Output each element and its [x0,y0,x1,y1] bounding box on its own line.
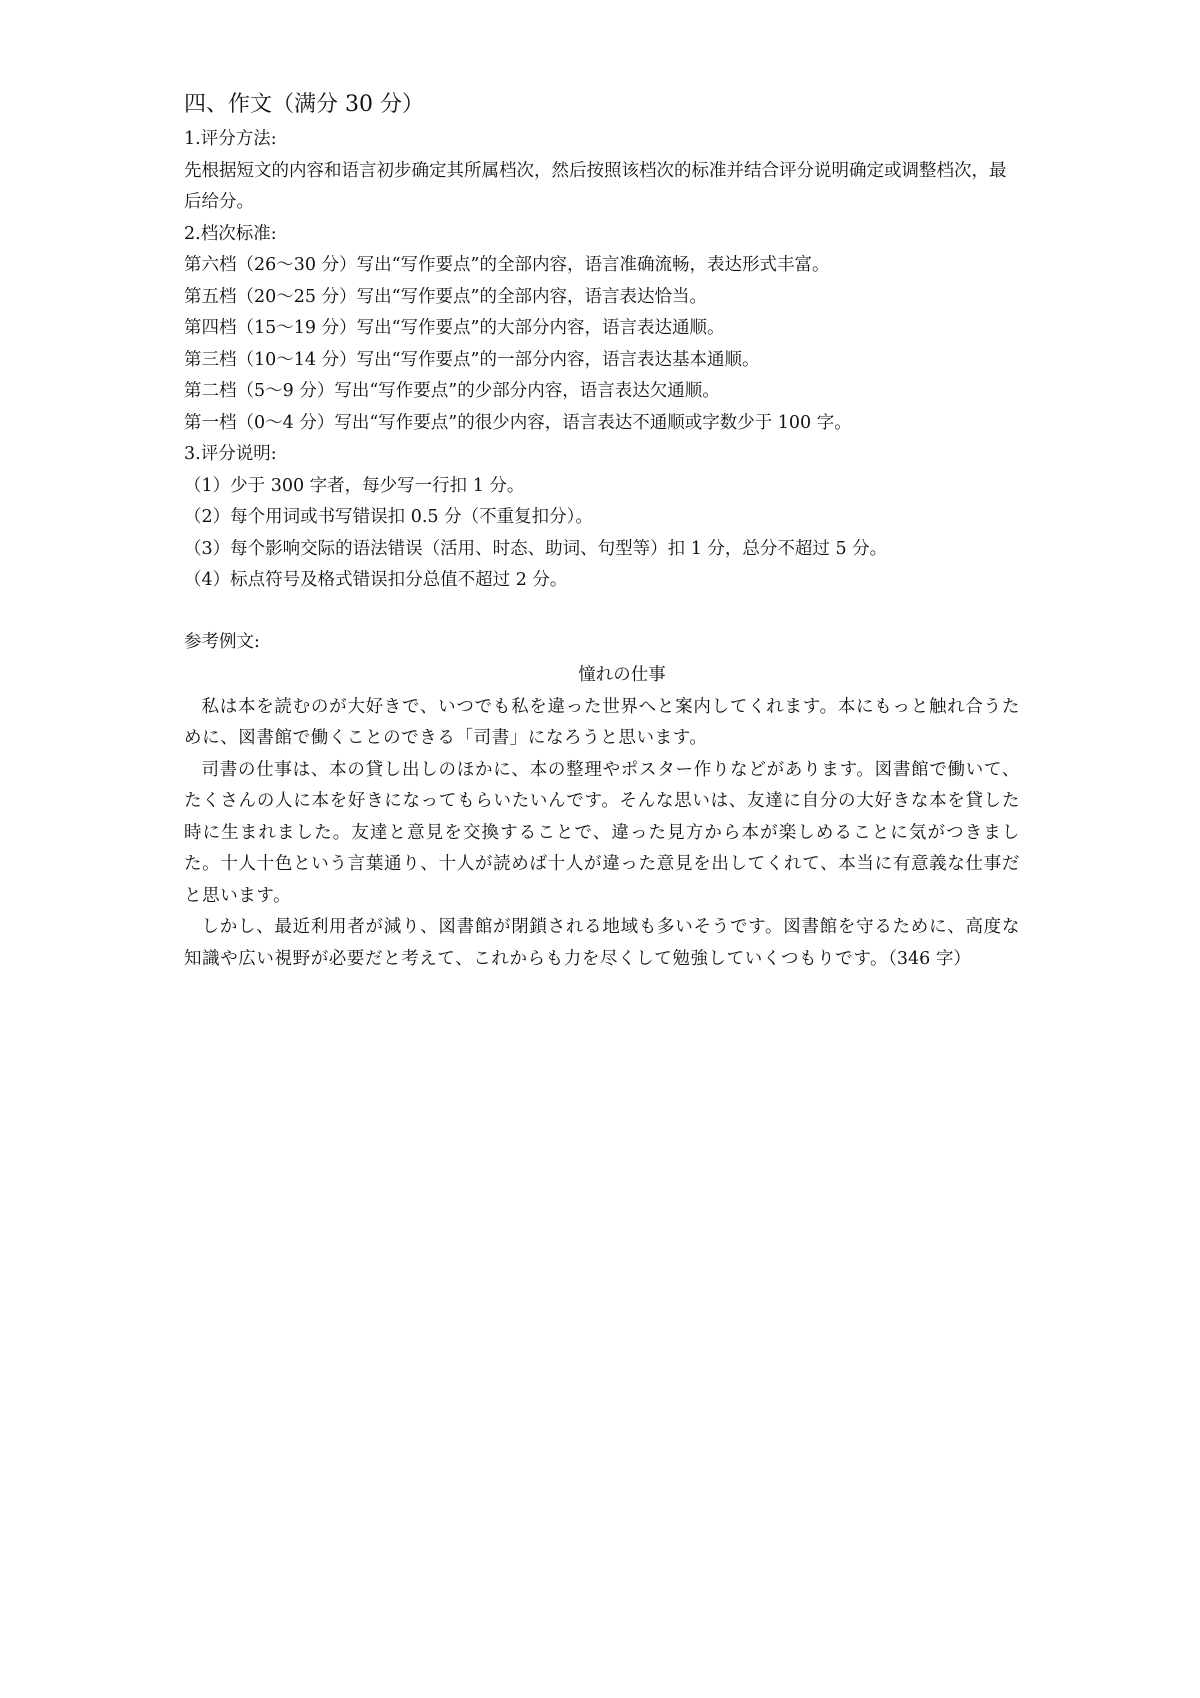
essay-title: 憧れの仕事 [578,665,666,685]
grade-standards-heading: 2.档次标准: [184,223,277,244]
scoring-note-item: （2）每个用词或书写错误扣 0.5 分（不重复扣分）。 [184,507,593,527]
essay-char-count: （346 字） [888,948,971,969]
scoring-note-item: （4）标点符号及格式错误扣分总值不超过 2 分。 [184,570,568,590]
essay-paragraph: 司書の仕事は、本の貸し出しのほかに、本の整理やポスター作りなどがあります。図書館で働いて、たくさんの人に本を好きになってもらいたいんです。そんな思いは、友達に自分の大好きな本を貸した時に生まれました。友達と意見を交換することで、違った見方から本が楽しめることに気がつきました。十人十色という言葉通り、十人が読めば十人が違った意見を出してくれて、本当に有意義な仕事だと思います。 [184,759,1020,906]
grade-standard-item: 第三档（10～14 分）写出“写作要点”的一部分内容，语言表达基本通顺。 [184,349,760,370]
essay-paragraph-last [184,912,1020,975]
reference-essay-label: 参考例文: [184,631,260,652]
scoring-method-body: 先根据短文的内容和语言初步确定其所属档次，然后按照该档次的标准并结合评分说明确定或调整档次，最后给分。 [184,160,1007,212]
scoring-notes-heading: 3.评分说明: [184,444,277,464]
scoring-note-item: （3）每个影响交际的语法错误（活用、时态、助词、句型等）扣 1 分，总分不超过 5 分。 [184,538,888,559]
grade-standard-item: 第六档（26～30 分）写出“写作要点”的全部内容，语言准确流畅，表达形式丰富。 [184,255,830,275]
grade-standard-item: 第四档（15～19 分）写出“写作要点”的大部分内容，语言表达通顺。 [184,318,725,338]
scoring-note-item: （1）少于 300 字者，每少写一行扣 1 分。 [184,475,525,496]
spacer [184,597,1020,627]
essay-paragraph: 私は本を読むのが大好きで、いつでも私を違った世界へと案内してくれます。本にもっと触れ合うために、図書館で働くことのできる「司書」になろうと思います。 [184,696,1020,748]
essay-paragraph-text: しかし、最近利用者が減り、図書館が閉鎖される地域も多いそうです。図書館を守るために、高度な知識や広い視野が必要だと考えて、これからも力を尽くして勉強していくつもりです。 [184,917,1020,969]
grade-standard-item: 第二档（5～9 分）写出“写作要点”的少部分内容，语言表达欠通顺。 [184,381,720,401]
section-title: 四、作文（满分 30 分） [184,92,424,117]
grade-standard-item: 第五档（20～25 分）写出“写作要点”的全部内容，语言表达恰当。 [184,286,707,307]
scoring-method-heading: 1.评分方法: [184,129,277,149]
grade-standard-item: 第一档（0～4 分）写出“写作要点”的很少内容，语言表达不通顺或字数少于 100 字。 [184,412,852,433]
document-page [184,88,1020,975]
